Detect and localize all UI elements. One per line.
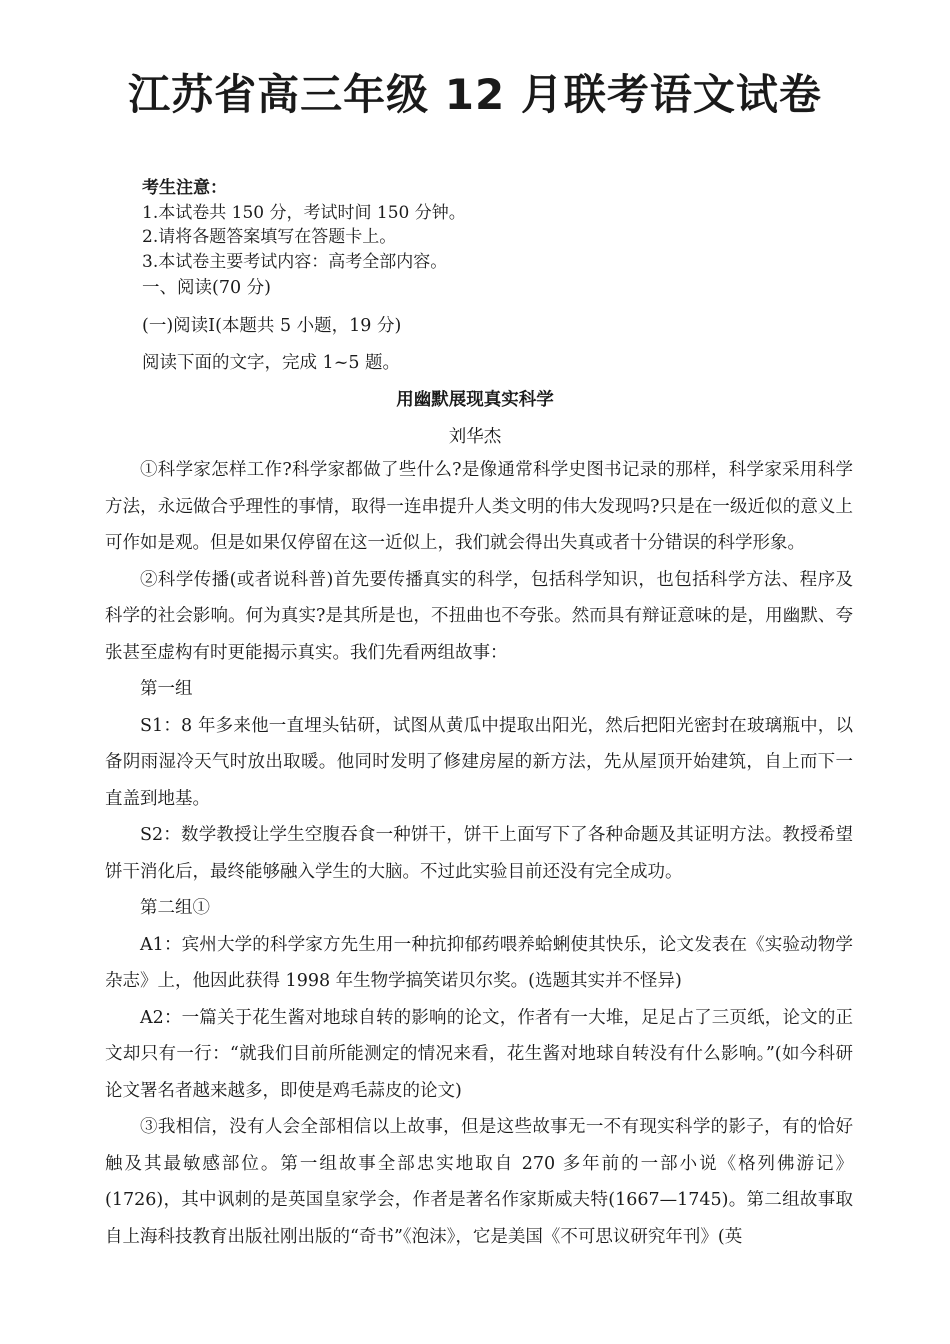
article-paragraph: ②科学传播(或者说科普)首先要传播真实的科学，包括科学知识，也包括科学方法、程序及科学的社会影响。何为真实?是其所是也，不扭曲也不夸张。然而具有辩证意味的是，用幽默、夸张甚至虚构有时更能揭示真实。我们先看两组故事： bbox=[105, 569, 853, 663]
story-item: A1：宾州大学的科学家方先生用一种抗抑郁药喂养蛤蜊使其快乐，论文发表在《实验动物学杂志》上，他因此获得 1998 年生物学搞笑诺贝尔奖。(选题其实并不怪异) bbox=[105, 934, 853, 991]
story-item: S1：8 年多来他一直埋头钻研，试图从黄瓜中提取出阳光，然后把阳光密封在玻璃瓶中，以备阴雨湿冷天气时放出取暖。他同时发明了修建房屋的新方法，先从屋顶开始建筑，自上而下一直盖到地基。 bbox=[105, 715, 853, 809]
article-author: 刘华杰 bbox=[448, 427, 502, 447]
article-paragraph: ③我相信，没有人会全部相信以上故事，但是这些故事无一不有现实科学的影子，有的恰好触及其最敏感部位。第一组故事全部忠实地取自 270 多年前的一部小说《格列佛游记》(1726)，其中讽刺的是英国皇家学会，作者是著名作家斯威夫特(1667—1745)。第二组故事取自上海科技教育出版社刚出版的“奇书”《泡沫》，它是美国《不可思议研究年刊》(英 bbox=[105, 1117, 853, 1247]
article-paragraph: ①科学家怎样工作?科学家都做了些什么?是像通常科学史图书记录的那样，科学家采用科学方法，永远做合乎理性的事情，取得一连串提升人类文明的伟大发现吗?只是在一级近似的意义上可作如是观。但是如果仅停留在这一近似上，我们就会得出失真或者十分错误的科学形象。 bbox=[105, 460, 853, 553]
notice-heading: 考生注意： bbox=[142, 178, 227, 198]
notice-item: 1.本试卷共 150 分，考试时间 150 分钟。 bbox=[142, 202, 466, 223]
subsection-heading: (一)阅读Ⅰ(本题共 5 小题，19 分) bbox=[142, 316, 402, 336]
article-title: 用幽默展现真实科学 bbox=[396, 390, 554, 410]
group-label: 第二组① bbox=[140, 898, 210, 918]
story-item: A2：一篇关于花生酱对地球自转的影响的论文，作者有一大堆，足足占了三页纸，论文的正文却只有一行：“就我们目前所能测定的情况来看，花生酱对地球自转没有什么影响。”(如今科研论文署名者越来越多，即使是鸡毛蒜皮的论文) bbox=[105, 1007, 853, 1101]
exam-title: 江苏省高三年级 12 月联考语文试卷 bbox=[128, 70, 822, 119]
reading-instruction: 阅读下面的文字，完成 1~5 题。 bbox=[142, 353, 401, 373]
article-body bbox=[105, 452, 853, 1255]
candidate-notice bbox=[142, 176, 466, 274]
story-item: S2：数学教授让学生空腹吞食一种饼干，饼干上面写下了各种命题及其证明方法。教授希望饼干消化后，最终能够融入学生的大脑。不过此实验目前还没有完全成功。 bbox=[105, 825, 853, 882]
notice-item: 2.请将各题答案填写在答题卡上。 bbox=[142, 227, 397, 247]
section-heading: 一、阅读(70 分) bbox=[142, 278, 271, 298]
group-label: 第一组 bbox=[140, 679, 193, 699]
notice-item: 3.本试卷主要考试内容：高考全部内容。 bbox=[142, 251, 448, 272]
